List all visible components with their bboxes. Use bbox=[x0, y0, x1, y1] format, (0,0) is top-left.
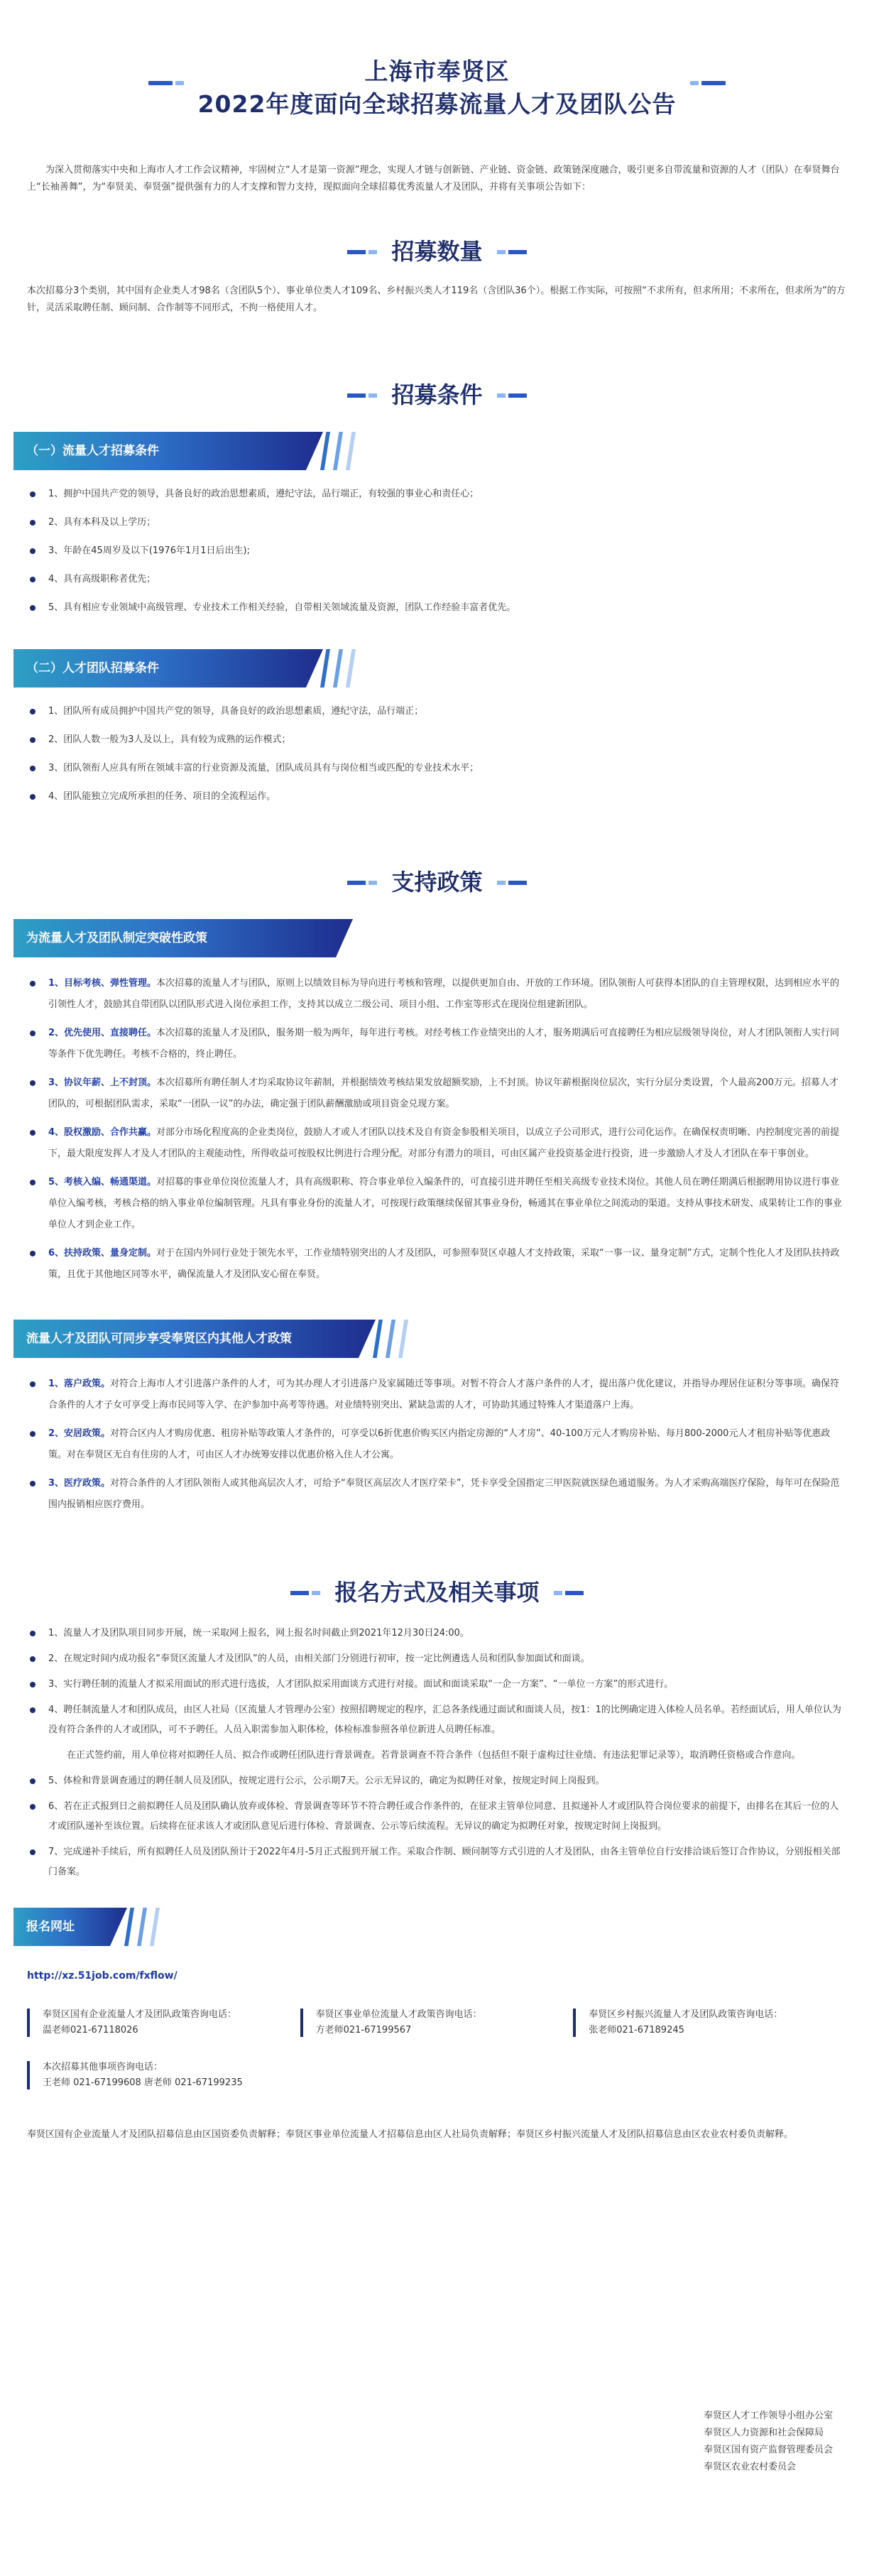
banner-other-policy-label: 流量人才及团队可同步享受奉贤区内其他人才政策 bbox=[26, 1332, 292, 1346]
header bbox=[0, 0, 874, 121]
list-item: 1、落户政策。对符合上海市人才引进落户条件的人才，可为其办理人才引进落户及家属随迁等事项。对暂不符合人才落户条件的人才，提出落户优化建议，并指导办理居住证积分等事项。确保符合条件的人才子女可享受上海市民同等入学、在沪参加中高考等待遇。对业绩特别突出、紧缺急需的人才，可协助其通过特殊人才渠道落户上海。 bbox=[27, 1374, 847, 1416]
list-item: 3、实行聘任制的流量人才拟采用面试的形式进行选拔，人才团队拟采用面谈方式进行对接。面试和面谈采取“一企一方案”、“一单位一方案”的形式进行。 bbox=[27, 1675, 847, 1695]
banner-breakthrough-policy-label: 为流量人才及团队制定突破性政策 bbox=[26, 931, 207, 945]
list-item: 6、若在正式报到日之前拟聘任人员及团队确认放弃或体检、背景调查等环节不符合聘任或合作条件的，在征求主管单位同意、且拟递补人才或团队符合岗位要求的前提下，由排名在其后一位的人才或团队递补至该位置。后续将在征求该人才或团队意见后进行体检、背景调查、公示等后续流程。无异议的确定为拟聘任对象，按规定时间上岗报到。 bbox=[27, 1797, 847, 1837]
registration-url-link[interactable]: http://xz.51job.com/fxflow/ bbox=[27, 1970, 177, 1982]
banner-team-conditions-label: （二）人才团队招募条件 bbox=[26, 661, 159, 675]
list-item: 4、具有高级职称者优先； bbox=[27, 571, 847, 588]
registration-heading: 报名方式及相关事项 bbox=[334, 1579, 540, 1606]
policies-heading: 支持政策 bbox=[391, 869, 483, 896]
list-item: 1、拥护中国共产党的领导，具备良好的政治思想素质，遵纪守法，品行端正，有较强的事业心和责任心； bbox=[27, 486, 847, 503]
list-item: 3、年龄在45周岁及以下(1976年1月1日后出生); bbox=[27, 543, 847, 560]
list-item: 4、聘任制流量人才和团队成员，由区人社局（区流量人才管理办公室）按照招聘规定的程序，汇总各条线通过面试和面谈人员，按1：1的比例确定进入体检人员名单。若经面试后，用人单位认为没有符合条件的人才或团队，可不予聘任。人员入职需参加入职体检，体检标准参照各单位新进人员聘任标准。 bbox=[27, 1700, 847, 1740]
contact-public-institution: 奉贤区事业单位流量人才政策咨询电话： 方老师021-67199567 bbox=[300, 2007, 574, 2038]
banner-website bbox=[13, 1908, 198, 1946]
list-item: 2、安居政策。对符合区内人才购房优惠、租房补贴等政策人才条件的，可享受以6折优惠价购买区内指定房源的“人才房”、40-100万元人才购房补贴、每月800-2000元人才租房补贴等优惠政策。对在奉贤区无自有住房的人才，可由区人才办统筹安排以优惠价格入住人才公寓。 bbox=[27, 1423, 847, 1466]
contact-other: 本次招募其他事项咨询电话： 王老师 021-67199608 唐老师 021-67199235 bbox=[27, 2060, 300, 2091]
title-wrap bbox=[148, 55, 726, 121]
registration-list bbox=[0, 1624, 874, 1882]
title-decoration-right bbox=[689, 81, 726, 89]
contact-rural: 奉贤区乡村振兴流量人才及团队政策咨询电话： 张老师021-67189245 bbox=[573, 2007, 846, 2038]
list-item: 5、体检和背景调查通过的聘任制人员及团队，按规定进行公示，公示期7天。公示无异议的，确定为拟聘任对象，按规定时间上岗报到。 bbox=[27, 1771, 847, 1791]
title-decoration-left bbox=[148, 81, 185, 89]
list-item: 4、股权激励、合作共赢。对部分市场化程度高的企业类岗位，鼓励人才或人才团队以技术及自有资金参股相关项目，以成立子公司形式，进行公司化运作。在确保权责明晰、内控制度完善的前提下，最大限度发挥人才及人才团队的主观能动性，所得收益可按股权比例进行合理分配。对部分有潜力的项目，可由区属产业投资基金进行投资，进一步激励人才及人才团队在奉干事创业。 bbox=[27, 1122, 847, 1165]
banner-talent-conditions-label: （一）流量人才招募条件 bbox=[26, 444, 159, 458]
recruit-count-heading: 招募数量 bbox=[391, 238, 483, 265]
list-item: 5、具有相应专业领域中高级管理、专业技术工作相关经验，自带相关领域流量及资源，团队工作经验丰富者优先。 bbox=[27, 599, 847, 616]
list-item: 3、协议年薪、上不封顶。本次招募所有聘任制人才均采取协议年薪制，并根据绩效考核结果发放超额奖励，上不封顶。协议年薪根据岗位层次，实行分层分类设置，个人最高200万元。招募人才团队的，可根据团队需求，采取“一团队一议”的办法，确定强于团队薪酬激励或项目资金兑现方案。 bbox=[27, 1072, 847, 1115]
list-item: 1、团队所有成员拥护中国共产党的领导，具备良好的政治思想素质，遵纪守法，品行端正； bbox=[27, 703, 847, 720]
list-item: 1、目标考核、弹性管理。本次招募的流量人才与团队，原则上以绩效目标为导向进行考核和管理，以提供更加自由、开放的工作环境。团队领衔人可获得本团队的自主管理权限，达到相应水平的引领性人才，鼓励其自带团队以团队形式进入岗位承担工作，支持其以成立二级公司、项目小组、工作室等形式在现岗位组建新团队。 bbox=[27, 973, 847, 1016]
list-item: 4、团队能独立完成所承担的任务、项目的全流程运作。 bbox=[27, 788, 847, 805]
list-item: 7、完成递补手续后，所有拟聘任人员及团队预计于2022年4月-5月正式报到开展工作。采取合作制、顾问制等方式引进的人才及团队，由各主管单位自行安排洽谈后签订合作协议，分别报相关部门备案。 bbox=[27, 1842, 847, 1882]
section-title-conditions bbox=[0, 379, 874, 411]
banner-team-conditions bbox=[13, 649, 411, 688]
recruit-count-text: 本次招募分3个类别，其中国有企业类人才98名（含团队5个）、事业单位类人才109名、乡村振兴类人才119名（含团队36个）。根据工作实际，可按照“不求所有，但求所用；不求所在，但求所为”的方针，灵活采取聘任制、顾问制、合作制等不同形式，不拘一格使用人才。 bbox=[27, 286, 846, 313]
list-item: 3、团队领衔人应具有所在领域丰富的行业资源及流量，团队成员具有与岗位相当或匹配的专业技术水平； bbox=[27, 760, 847, 777]
list-item: 2、在规定时间内成功报名“奉贤区流量人才及团队”的人员，由相关部门分别进行初审，按一定比例遴选人员和团队参加面试和面谈。 bbox=[27, 1649, 847, 1669]
contacts bbox=[0, 2007, 874, 2112]
list-item: 2、团队人数一般为3人及以上，具有较为成熟的运作模式； bbox=[27, 732, 847, 749]
contact-soe: 奉贤区国有企业流量人才及团队政策咨询电话： 温老师021-67118026 bbox=[27, 2007, 300, 2038]
banner-breakthrough-policy bbox=[13, 919, 411, 957]
list-item: 6、扶持政策、量身定制。对于在国内外同行业处于领先水平，工作业绩特别突出的人才及团队，可参照奉贤区卓越人才支持政策，采取“一事一议、量身定制”方式，定制个性化人才及团队扶持政策，且优于其他地区同等水平，确保流量人才及团队安心留在奉贤。 bbox=[27, 1243, 847, 1286]
section-title-recruit-count bbox=[0, 236, 874, 267]
list-item: 在正式签约前，用人单位将对拟聘任人员、拟合作或聘任团队进行背景调查。若背景调查不符合条件（包括但不限于虚构过往业绩、有违法犯罪记录等），取消聘任资格或合作意向。 bbox=[67, 1750, 801, 1761]
page-title-line2: 2022年度面向全球招募流量人才及团队公告 bbox=[197, 90, 677, 118]
intro-paragraph: 为深入贯彻落实中央和上海市人才工作会议精神，牢固树立“人才是第一资源”理念，实现人才链与创新链、产业链、资金链、政策链深度融合，吸引更多自带流量和资源的人才（团队）在奉贤舞台上“长袖善舞”，为“奉贤美、奉贤强”提供强有力的人才支撑和智力支持，现拟面向全球招募优秀流量人才及团队，并将有关事项公告如下： bbox=[27, 165, 840, 192]
breakthrough-policy-list bbox=[0, 973, 874, 1286]
talent-conditions-list bbox=[0, 486, 874, 616]
banner-talent-conditions bbox=[13, 432, 411, 470]
list-item: 3、医疗政策。对符合条件的人才团队领衔人或其他高层次人才，可给予“奉贤区高层次人才医疗荣卡”，凭卡享受全国指定三甲医院就医绿色通道服务。为人才采购高端医疗保险，每年可在保险范围内报销相应医疗费用。 bbox=[27, 1473, 847, 1516]
signatories: 奉贤区人才工作领导小组办公室 奉贤区人力资源和社会保障局 奉贤区国有资产监督管理委员会 奉贤区农业农村委员会 bbox=[703, 2411, 833, 2472]
list-item: 2、具有本科及以上学历； bbox=[27, 514, 847, 531]
section-title-registration bbox=[0, 1577, 874, 1608]
page-title-line1: 上海市奉贤区 bbox=[364, 58, 510, 85]
list-item: 1、流量人才及团队项目同步开展，统一采取网上报名，网上报名时间截止到2021年12月30日24:00。 bbox=[27, 1624, 847, 1643]
list-item: 2、优先使用、直接聘任。本次招募的流量人才及团队，服务期一般为两年，每年进行考核。对经考核工作业绩突出的人才，服务期满后可直接聘任为相应层级领导岗位，对人才团队领衔人实行同等条件下优先聘任。考核不合格的，终止聘任。 bbox=[27, 1023, 847, 1065]
other-policy-list bbox=[0, 1374, 874, 1516]
conditions-heading: 招募条件 bbox=[391, 381, 483, 408]
team-conditions-list bbox=[0, 703, 874, 805]
list-item: 5、考核入编、畅通渠道。对招募的事业单位岗位流量人才，具有高级职称、符合事业单位入编条件的，可直接引进并聘任至相关高级专业技术岗位。其他人员在聘任期满后根据聘用协议进行事业单位入编考核，考核合格的纳入事业单位编制管理。凡具有事业身份的流量人才，可按现行政策继续保留其事业身份，畅通其在事业单位之间流动的渠道。支持从事技术研发、成果转让工作的事业单位人才到企业工作。 bbox=[27, 1172, 847, 1236]
banner-website-label: 报名网址 bbox=[26, 1920, 75, 1934]
banner-other-policy bbox=[13, 1320, 411, 1358]
page-title bbox=[198, 55, 677, 121]
footer-note: 奉贤区国有企业流量人才及团队招募信息由区国资委负责解释；奉贤区事业单位流量人才招募信息由区人社局负责解释；奉贤区乡村振兴流量人才及团队招募信息由区农业农村委负责解释。 bbox=[27, 2129, 794, 2140]
section-title-policies bbox=[0, 866, 874, 898]
